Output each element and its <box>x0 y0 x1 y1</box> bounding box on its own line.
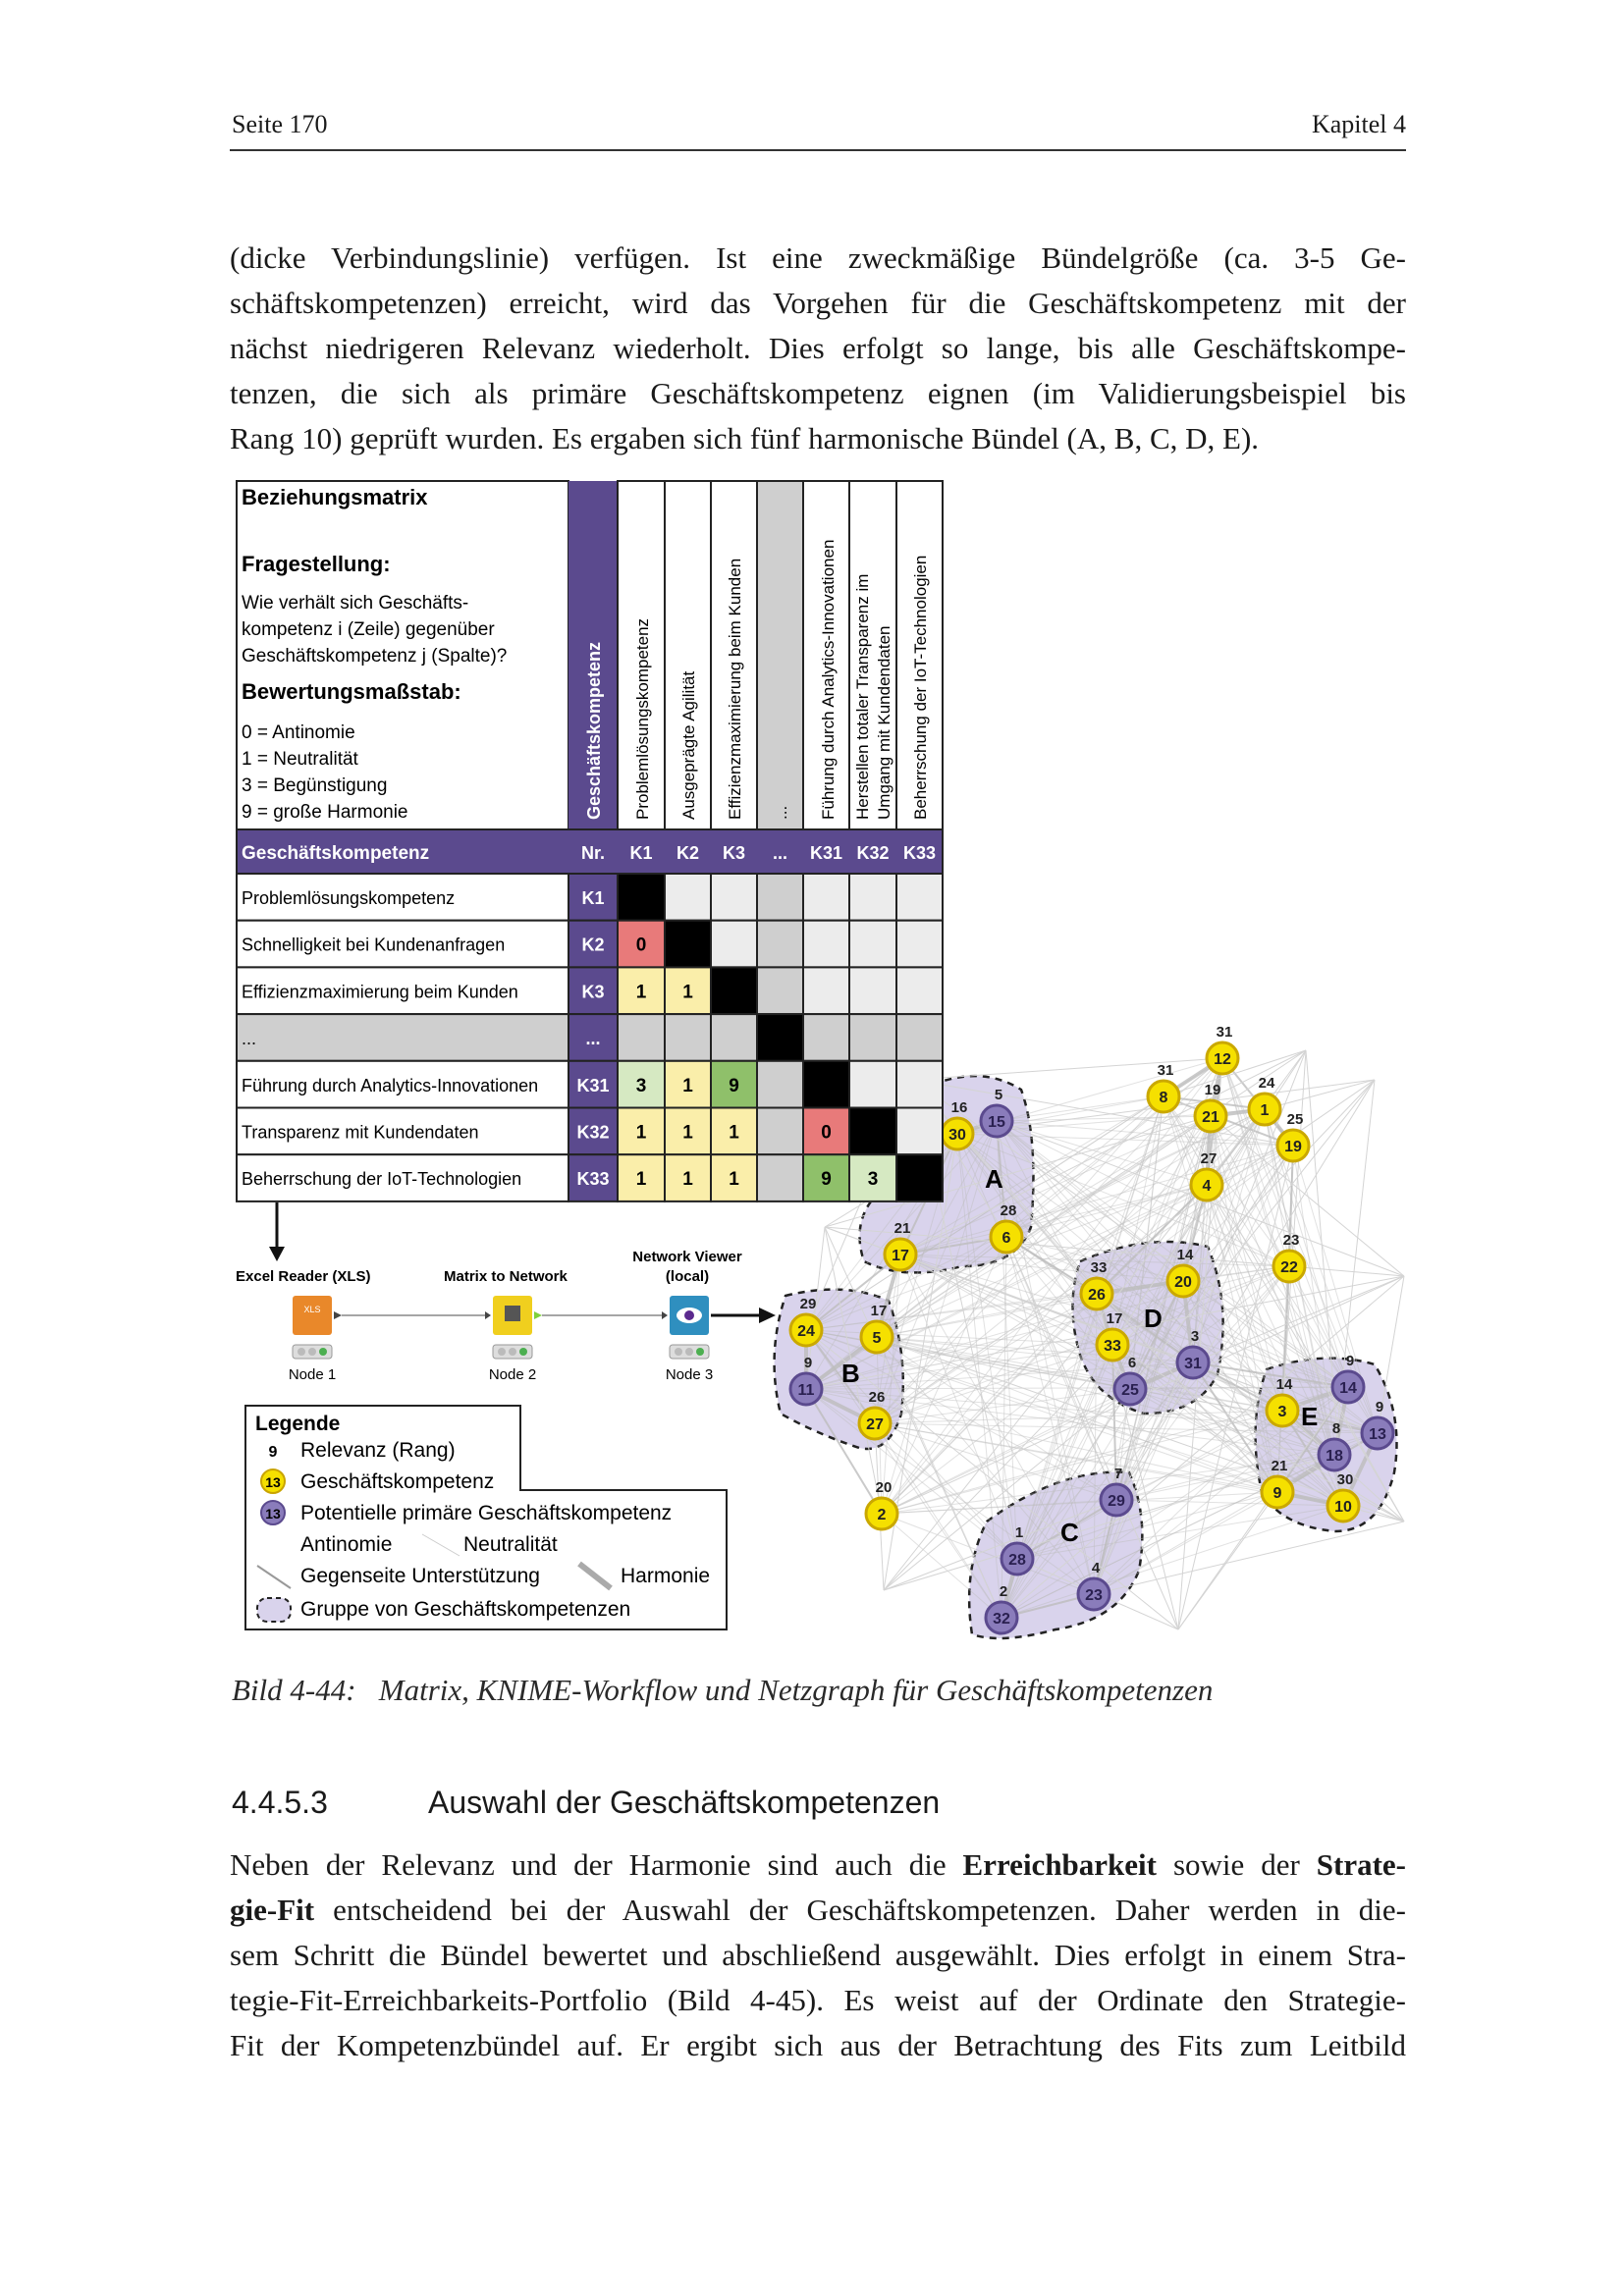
network-node-id: 10 <box>1334 1499 1352 1516</box>
legend-gegenseitig: Gegenseite Unterstützung <box>300 1565 540 1587</box>
matrix-cell <box>803 967 849 1014</box>
node-title-matrix-to-network: Matrix to Network <box>444 1268 568 1285</box>
row-nr: K3 <box>581 982 605 1002</box>
page-header-right: Kapitel 4 <box>1311 110 1406 138</box>
network-node-id: 9 <box>1272 1485 1282 1502</box>
group-label-e: E <box>1301 1402 1319 1431</box>
network-node-rank: 6 <box>1127 1355 1137 1371</box>
header-code: ... <box>772 843 788 863</box>
node-label-3: Node 3 <box>665 1366 714 1383</box>
matrix-cell-value: 1 <box>729 1169 739 1191</box>
network-node-rank: 9 <box>1375 1399 1384 1415</box>
node-title-network-viewer-local: (local) <box>665 1268 710 1285</box>
matrix-cell <box>618 874 665 921</box>
network-node-rank: 29 <box>799 1296 817 1312</box>
group-label-d: D <box>1144 1304 1163 1333</box>
row-label: Führung durch Analytics-Innovationen <box>242 1075 539 1095</box>
xls-icon-text: XLS <box>303 1305 321 1314</box>
relationship-matrix <box>236 481 943 1202</box>
legend-group-symbol <box>257 1598 291 1622</box>
paragraph-line: (dicke Verbindungslinie) verfügen. Ist eine zweckmäßige Bündelgröße (ca. 3-5 Ge- <box>230 240 1406 275</box>
matrix-cell <box>849 1108 896 1155</box>
network-node-rank: 9 <box>803 1355 813 1371</box>
network-node-rank: 8 <box>1331 1420 1341 1437</box>
network-node-rank: 24 <box>1258 1075 1275 1092</box>
knime-workflow <box>236 1249 776 1383</box>
row-nr: K33 <box>576 1169 610 1190</box>
network-node-id: 23 <box>1085 1587 1103 1604</box>
network-node-rank: 30 <box>1336 1471 1354 1488</box>
header-code: K3 <box>722 843 746 863</box>
col-header: Effizienzmaximierung beim Kunden <box>726 558 744 820</box>
network-node-id: 11 <box>797 1382 815 1399</box>
network-node-id: 20 <box>1174 1274 1192 1291</box>
row-nr: K32 <box>576 1122 610 1143</box>
matrix-cell <box>757 967 803 1014</box>
header-code: K31 <box>809 843 843 863</box>
matrix-cell <box>757 1061 803 1108</box>
network-node-id: 1 <box>1260 1102 1270 1119</box>
matrix-cell <box>711 1014 757 1061</box>
node-title-network-viewer: Network Viewer <box>632 1249 742 1265</box>
network-node-id: 17 <box>892 1248 909 1264</box>
matrix-cell-value: 1 <box>682 1075 693 1096</box>
network-node-id: 33 <box>1104 1338 1121 1355</box>
network-node-rank: 19 <box>1204 1082 1221 1098</box>
matrix-cell <box>803 921 849 968</box>
network-node-id: 27 <box>866 1416 884 1433</box>
matrix-cell <box>618 1014 665 1061</box>
matrix-cell-value: 9 <box>729 1075 739 1096</box>
section-title: Auswahl der Geschäftskompetenzen <box>428 1785 941 1820</box>
matrix-cell <box>803 1014 849 1061</box>
matrix-rows <box>237 874 943 1201</box>
network-node-rank: 20 <box>875 1479 893 1496</box>
matrix-cell <box>896 1108 943 1155</box>
row-label: ... <box>242 1029 257 1049</box>
matrix-cell-value: 1 <box>682 982 693 1003</box>
row-nr: K2 <box>581 934 605 955</box>
row-label: Effizienzmaximierung beim Kunden <box>242 982 518 1002</box>
network-node-rank: 26 <box>868 1389 886 1406</box>
legend-rank-symbol: 9 <box>268 1444 278 1461</box>
matrix-question-title: Fragestellung: <box>242 552 391 576</box>
node-status-lights <box>293 1345 709 1359</box>
col-header: Umgang mit Kundendaten <box>875 625 893 820</box>
col-header: Problemlösungskompetenz <box>633 617 652 820</box>
matrix-title: Beziehungsmatrix <box>242 485 428 509</box>
network-node-id: 21 <box>1202 1109 1219 1126</box>
network-node-id: 2 <box>877 1507 887 1523</box>
network-node-id: 3 <box>1277 1404 1287 1420</box>
matrix-cell <box>896 1061 943 1108</box>
network-node-rank: 7 <box>1113 1466 1123 1482</box>
network-node-id: 28 <box>1008 1552 1026 1569</box>
network-node-rank: 21 <box>1271 1458 1288 1474</box>
network-node <box>1148 1062 1179 1112</box>
matrix-cell <box>849 967 896 1014</box>
matrix-scale-line: 0 = Antinomie <box>242 722 355 743</box>
network-node-id: 4 <box>1202 1178 1212 1195</box>
network-node-rank: 14 <box>1275 1376 1293 1393</box>
node-label-1: Node 1 <box>288 1366 337 1383</box>
header-code: K2 <box>676 843 700 863</box>
network-node-id: 12 <box>1214 1051 1231 1068</box>
row-nr: ... <box>585 1029 601 1049</box>
network-node-id: 26 <box>1088 1287 1106 1304</box>
matrix-cell <box>849 1014 896 1061</box>
paragraph-2 <box>230 1842 1406 2068</box>
header-code: K33 <box>902 843 937 863</box>
legend-item-label: Geschäftskompetenz <box>300 1470 495 1493</box>
matrix-cell <box>896 874 943 921</box>
paragraph-line: tenzen, die sich als primäre Geschäftskompetenz eignen (im Validierungsbeispiel bis <box>230 376 1406 410</box>
network-edge <box>1282 1050 1306 1411</box>
network-node-rank: 23 <box>1282 1232 1300 1249</box>
node-title-excel-reader: Excel Reader (XLS) <box>236 1268 371 1285</box>
legend-item-label: Potentielle primäre Geschäftskompetenz <box>300 1502 673 1524</box>
matrix-scale-line: 3 = Begünstigung <box>242 775 388 796</box>
matrix-cell <box>757 1014 803 1061</box>
matrix-cell <box>849 1061 896 1108</box>
network-node-rank: 16 <box>950 1099 968 1116</box>
network-node-rank: 31 <box>1157 1062 1174 1079</box>
network-node-id: 29 <box>1108 1493 1125 1510</box>
matrix-cell <box>849 921 896 968</box>
legend-yellow-node-label: 13 <box>265 1474 281 1490</box>
network-node-rank: 1 <box>1014 1524 1024 1541</box>
legend-title: Legende <box>255 1413 341 1435</box>
col-header: Ausgeprägte Agilität <box>679 670 698 820</box>
paragraph-line: gie-Fit entscheidend bei der Auswahl der Geschäftskompetenzen. Daher werden in die- <box>230 1893 1406 1927</box>
paragraph-line: schäftskompetenzen) erreicht, wird das Vorgehen für die Geschäftskompetenz mit der <box>230 286 1406 320</box>
network-node-id: 14 <box>1339 1380 1357 1397</box>
matrix-scale-line: 9 = große Harmonie <box>242 802 408 823</box>
legend-purple-node-label: 13 <box>265 1506 281 1522</box>
group-label-c: C <box>1060 1518 1079 1547</box>
network-node-rank: 17 <box>870 1303 888 1319</box>
network-node-rank: 17 <box>1106 1310 1123 1327</box>
legend-neutral: Neutralität <box>463 1533 558 1556</box>
network-node-rank: 14 <box>1176 1247 1194 1263</box>
matrix-cell-value: 1 <box>682 1169 693 1191</box>
matrix-cell <box>757 1108 803 1155</box>
matrix-cell <box>711 874 757 921</box>
row-label: Schnelligkeit bei Kundenanfragen <box>242 934 506 955</box>
header-code: K32 <box>856 843 890 863</box>
paragraph-line: Neben der Relevanz und der Harmonie sind auch die Erreichbarkeit sowie der Strate- <box>230 1847 1407 1882</box>
network-node-id: 30 <box>948 1127 966 1144</box>
network-node-rank: 33 <box>1090 1259 1108 1276</box>
col-header: Führung durch Analytics-Innovationen <box>819 539 838 820</box>
paragraph-line: Rang 10) geprüft wurden. Es ergaben sich fünf harmonische Bündel (A, B, C, D, E). <box>230 421 1260 455</box>
network-node <box>1207 1024 1238 1074</box>
section-number: 4.4.5.3 <box>232 1785 328 1820</box>
col-header: Beherrschung der IoT-Technologien <box>911 555 930 820</box>
matrix-cell <box>665 874 711 921</box>
matrix-cell <box>896 1014 943 1061</box>
network-node-rank: 4 <box>1091 1560 1101 1576</box>
network-node-id: 18 <box>1326 1448 1343 1465</box>
legend-antinomie: Antinomie <box>300 1533 393 1556</box>
header-row-label: Geschäftskompetenz <box>242 843 430 864</box>
row-nr: K1 <box>581 888 605 908</box>
matrix-cell-value: 1 <box>635 1169 647 1191</box>
network-node-id: 25 <box>1121 1382 1139 1399</box>
paragraph-line: nächst niedrigeren Relevanz wiederholt. Dies erfolgt so lange, bis alle Geschäftskompe- <box>230 331 1406 365</box>
group-label-a: A <box>985 1164 1003 1194</box>
matrix-scale-title: Bewertungsmaßstab: <box>242 679 461 704</box>
col-header: ... <box>772 805 790 820</box>
network-node-id: 19 <box>1284 1139 1302 1155</box>
paragraph-line: tegie-Fit-Erreichbarkeits-Portfolio (Bild 4-45). Es weist auf der Ordinate den Strategie- <box>230 1983 1406 2017</box>
network-node-rank: 31 <box>1216 1024 1233 1041</box>
matrix-cell-value: 3 <box>635 1075 647 1096</box>
xls-icon[interactable] <box>293 1296 332 1335</box>
matrix-cell-value: 0 <box>635 934 647 956</box>
col-group-label: Geschäftskompetenz <box>584 641 604 820</box>
network-node <box>866 1479 897 1529</box>
node-label-2: Node 2 <box>488 1366 537 1383</box>
column-headers <box>618 481 943 829</box>
matrix-cell-value: 0 <box>821 1122 832 1144</box>
matrix-cell <box>803 1061 849 1108</box>
matrix-cell <box>757 1154 803 1201</box>
page-header-left: Seite 170 <box>232 110 328 138</box>
network-node-rank: 3 <box>1190 1328 1200 1345</box>
group-label-b: B <box>841 1359 860 1388</box>
network-node-rank: 21 <box>893 1220 911 1237</box>
network-node-rank: 27 <box>1200 1150 1218 1167</box>
network-node-id: 5 <box>872 1330 882 1347</box>
network-edge <box>1289 1266 1404 1276</box>
network-node <box>1277 1111 1309 1161</box>
network-node <box>1273 1232 1305 1282</box>
matrix-cell <box>711 921 757 968</box>
matrix-question-line: kompetenz i (Zeile) gegenüber <box>242 619 495 640</box>
matrix-question-line: Geschäftskompetenz j (Spalte)? <box>242 646 508 667</box>
row-nr: K31 <box>576 1075 610 1095</box>
network-node-id: 6 <box>1001 1230 1011 1247</box>
matrix-cell <box>896 967 943 1014</box>
network-node-id: 24 <box>797 1323 815 1340</box>
network-node <box>1249 1075 1280 1125</box>
paragraph-line: sem Schritt die Bündel bewertet und abschließend ausgewählt. Dies erfolgt in einem Stra- <box>230 1938 1406 1972</box>
matrix-cell <box>711 967 757 1014</box>
matrix-cell <box>757 874 803 921</box>
matrix-cell <box>849 874 896 921</box>
network-node-rank: 5 <box>994 1087 1003 1103</box>
matrix-cell <box>757 921 803 968</box>
matrix-cell <box>896 1154 943 1201</box>
figure-caption: Bild 4-44: Matrix, KNIME-Workflow und Netzgraph für Geschäftskompetenzen <box>232 1673 1214 1707</box>
matrix-scale-line: 1 = Neutralität <box>242 749 358 770</box>
row-label: Beherrschung der IoT-Technologien <box>242 1169 522 1190</box>
legend-item-label: Relevanz (Rang) <box>300 1439 456 1462</box>
matrix-cell-value: 1 <box>729 1122 739 1144</box>
row-label: Problemlösungskompetenz <box>242 888 456 908</box>
network-node-id: 15 <box>988 1114 1005 1131</box>
network-node-rank: 2 <box>999 1583 1008 1600</box>
legend <box>245 1406 727 1629</box>
matrix-cell-value: 9 <box>821 1169 832 1191</box>
network-node-rank: 25 <box>1286 1111 1304 1128</box>
matrix-cell <box>665 921 711 968</box>
matrix-cell <box>665 1014 711 1061</box>
paragraph-line: Fit der Kompetenzbündel auf. Er ergibt sich aus der Betrachtung des Fits zum Leitbild <box>230 2028 1406 2062</box>
network-node-id: 32 <box>993 1611 1010 1628</box>
header-code: K1 <box>629 843 653 863</box>
header-row-nr: Nr. <box>580 843 606 863</box>
network-node-rank: 28 <box>1000 1202 1017 1219</box>
matrix-cell-value: 1 <box>635 982 647 1003</box>
matrix-cell <box>803 874 849 921</box>
network-node-rank: 9 <box>1345 1353 1355 1369</box>
matrix-cell-value: 3 <box>867 1169 879 1191</box>
legend-harmonie: Harmonie <box>621 1565 711 1587</box>
network-node-id: 13 <box>1369 1426 1386 1443</box>
network-node-id: 8 <box>1159 1090 1168 1106</box>
matrix-cell <box>896 921 943 968</box>
row-label: Transparenz mit Kundendaten <box>242 1122 479 1143</box>
network-node-id: 31 <box>1184 1356 1202 1372</box>
matrix-cell-value: 1 <box>635 1122 647 1144</box>
matrix-question-line: Wie verhält sich Geschäfts- <box>242 593 469 614</box>
matrix-cell-value: 1 <box>682 1122 693 1144</box>
network-edge <box>913 1058 1222 1080</box>
col-header: Herstellen totaler Transparenz im <box>853 573 872 820</box>
legend-group-label: Gruppe von Geschäftskompetenzen <box>300 1598 631 1621</box>
network-node-id: 22 <box>1280 1259 1298 1276</box>
